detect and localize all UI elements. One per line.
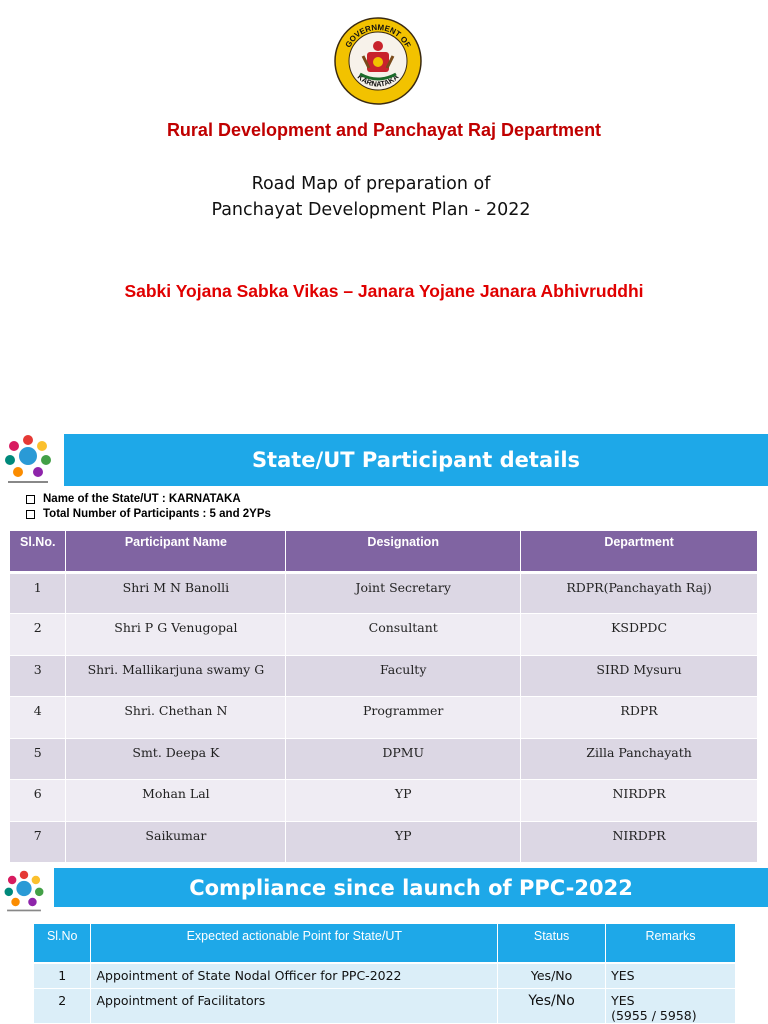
compliance-slide [0,864,768,1024]
cell-sl-no: 3 [10,655,66,697]
road-map-line-2: Panchayat Development Plan - 2022 [211,200,531,220]
table-row [34,963,736,988]
cell-designation: YP [286,780,521,822]
cell-sl-no: 1 [34,963,91,988]
checkbox-bullet-icon [26,495,35,504]
sabki-yojana-logo-icon [2,432,54,486]
checkbox-bullet-icon [26,510,35,519]
cell-name: Shri M N Banolli [66,572,286,614]
compliance-table [34,924,736,1024]
emblem-text-bottom: KARNATAKA [355,72,401,89]
cell-sl-no: 2 [10,614,66,656]
cell-remarks: YES [606,963,736,988]
cell-designation: Consultant [286,614,521,656]
cell-sl-no: 4 [10,697,66,739]
participant-details-banner: State/UT Participant details [64,434,768,486]
bullet-participants [26,507,271,522]
header-department: Department [521,531,758,572]
cell-sl-no: 6 [10,780,66,822]
cell-status: Yes/No [498,988,606,1023]
cell-name: Mohan Lal [66,780,286,822]
header-status: Status [498,924,606,963]
header-designation: Designation [286,531,521,572]
sabki-yojana-logo-icon [2,868,46,914]
cell-department: NIRDPR [521,780,758,822]
cell-department: RDPR(Panchayath Raj) [521,572,758,614]
table-row [10,614,758,656]
cell-sl-no: 2 [34,988,91,1023]
cell-sl-no: 5 [10,738,66,780]
cell-designation: Faculty [286,655,521,697]
participant-table [10,531,758,863]
road-map-line-1: Road Map of preparation of [251,174,491,194]
header-remarks: Remarks [606,924,736,963]
cell-remarks: YES (5955 / 5958) [606,988,736,1023]
cell-designation: YP [286,821,521,863]
title-slide [0,0,768,420]
cell-sl-no: 7 [10,821,66,863]
cell-sl-no: 1 [10,572,66,614]
road-map-title [0,171,742,223]
cell-department: RDPR [521,697,758,739]
table-row [10,697,758,739]
cell-name: Shri P G Venugopal [66,614,286,656]
emblem-text-top: GOVERNMENT OF [343,22,413,50]
bullet-state [26,492,271,507]
header-sl-no: Sl.No [34,924,91,963]
cell-status: Yes/No [498,963,606,988]
table-row [10,738,758,780]
header-sl-no: Sl.No. [10,531,66,572]
summary-bullets [26,492,271,522]
cell-name: Shri. Chethan N [66,697,286,739]
table-header-row [34,924,736,963]
table-header-row [10,531,758,572]
table-row [10,821,758,863]
cell-department: Zilla Panchayath [521,738,758,780]
table-row [10,572,758,614]
cell-name: Saikumar [66,821,286,863]
bullet-participants-text: Total Number of Participants : 5 and 2YPs [43,508,271,520]
cell-name: Shri. Mallikarjuna swamy G [66,655,286,697]
header-participant-name: Participant Name [66,531,286,572]
table-row [10,655,758,697]
table-row [34,988,736,1023]
compliance-banner: Compliance since launch of PPC-2022 [54,868,768,907]
cell-actionable-point: Appointment of State Nodal Officer for PPC-2022 [91,963,498,988]
tagline: Sabki Yojana Sabka Vikas – Janara Yojane Janara Abhivruddhi [124,281,644,301]
cell-department: KSDPDC [521,614,758,656]
cell-actionable-point: Appointment of Facilitators [91,988,498,1023]
cell-designation: Programmer [286,697,521,739]
table-row [10,780,758,822]
bullet-state-text: Name of the State/UT : KARNATAKA [43,493,241,505]
cell-designation: DPMU [286,738,521,780]
department-title: Rural Development and Panchayat Raj Department [166,120,602,140]
participant-slide [0,432,768,864]
header-actionable-point: Expected actionable Point for State/UT [91,924,498,963]
cell-department: NIRDPR [521,821,758,863]
cell-department: SIRD Mysuru [521,655,758,697]
cell-name: Smt. Deepa K [66,738,286,780]
karnataka-emblem-icon [333,16,423,106]
cell-designation: Joint Secretary [286,572,521,614]
